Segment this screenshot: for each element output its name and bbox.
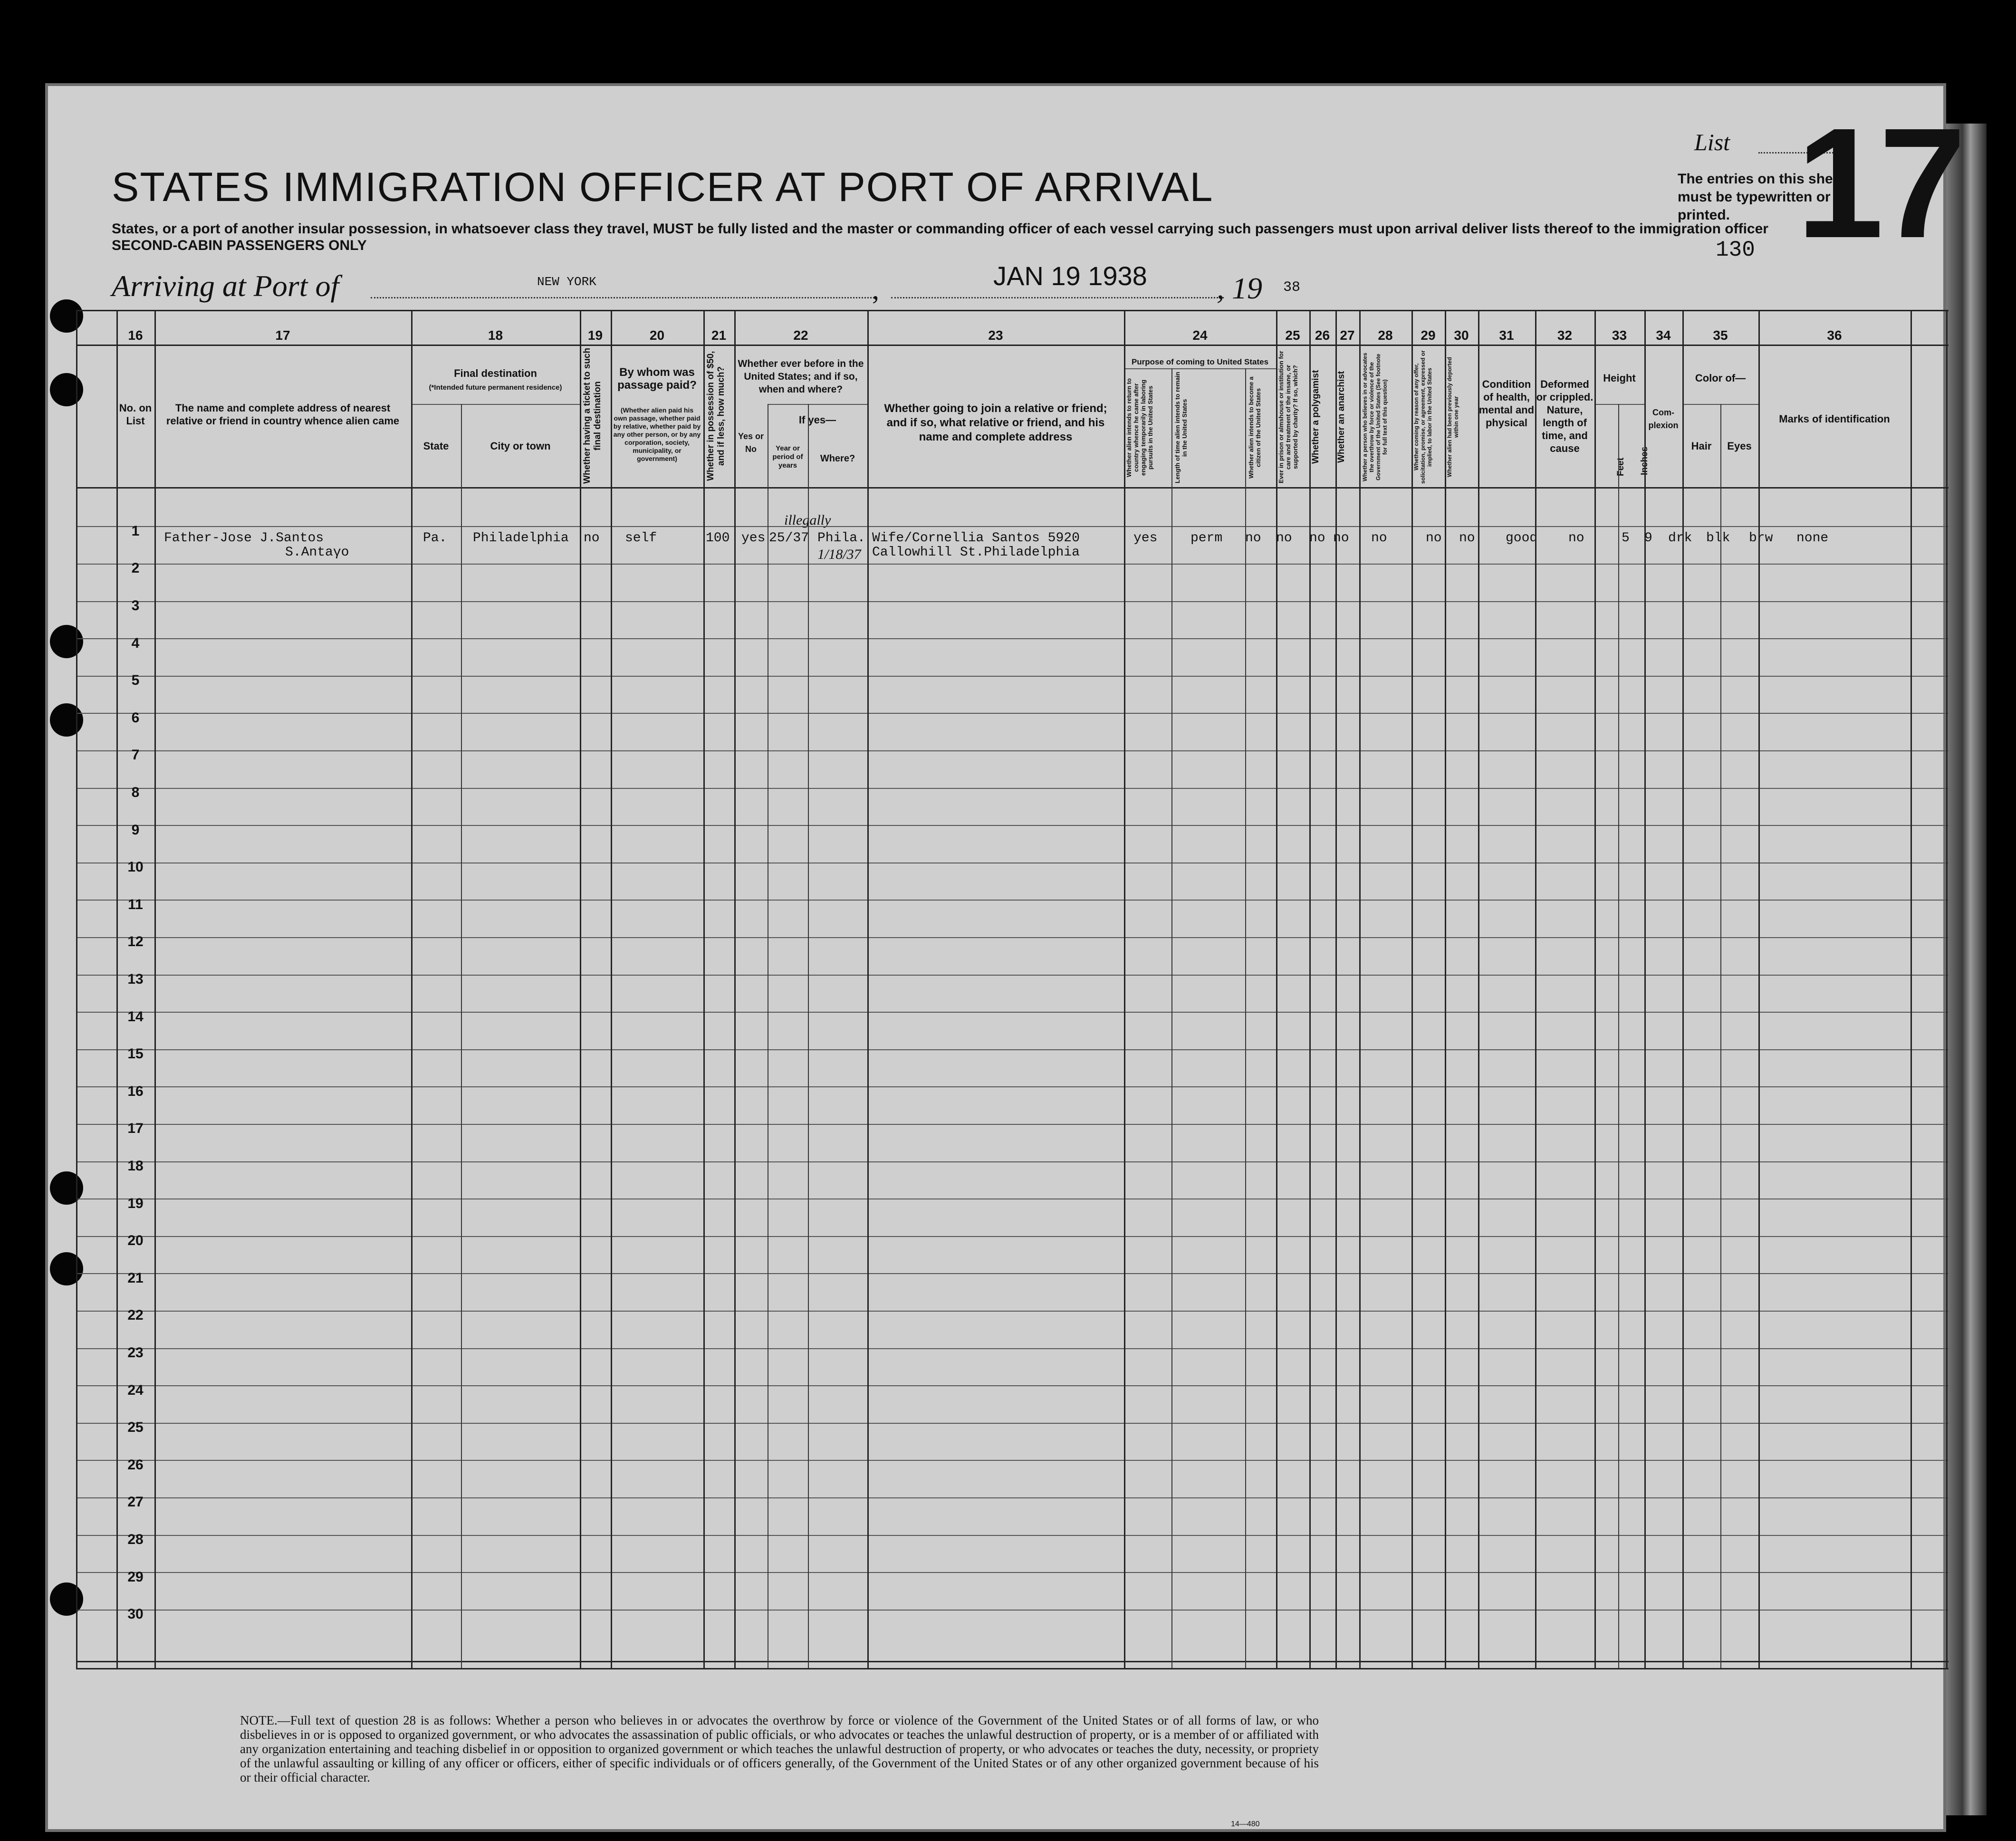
column-rule: [1535, 310, 1536, 1668]
row-rule: [76, 788, 1949, 789]
row-rule: [76, 1610, 1949, 1611]
column-rule: [461, 404, 462, 1668]
row-rule: [76, 1236, 1949, 1237]
row-rule: [76, 713, 1949, 714]
list-label: List: [1694, 129, 1730, 155]
column-rule: [611, 310, 612, 1668]
row-number: 14: [127, 1008, 144, 1025]
cell-polygamist: no: [1309, 531, 1325, 546]
row-number: 26: [127, 1457, 144, 1473]
column-rule: [411, 310, 413, 1668]
cell-ticket: no: [584, 531, 600, 546]
cell-paid-by: self: [625, 531, 657, 546]
colnum: 27: [1340, 328, 1355, 343]
hdr-ticket: Whether having a ticket to such final destination: [582, 347, 603, 484]
row-number: 13: [127, 971, 144, 987]
hdr-inches: Inches: [1640, 446, 1650, 476]
colnum: 32: [1557, 328, 1573, 343]
sub-rule: [1124, 368, 1276, 369]
row-rule: [76, 1460, 1949, 1461]
colnum: 29: [1421, 328, 1436, 343]
row-number: 29: [127, 1569, 144, 1585]
rule: [76, 310, 1949, 311]
comma: ,: [872, 274, 879, 305]
column-rule: [1171, 368, 1172, 1668]
rule: [76, 345, 1949, 346]
column-rule: [867, 310, 869, 1668]
colnum: 24: [1192, 328, 1208, 343]
cell-inches: 9: [1644, 531, 1652, 546]
hdr-length-stay: Length of time alien intends to remain in the United States: [1174, 372, 1188, 484]
colnum: 36: [1827, 328, 1842, 343]
colnum: 31: [1499, 328, 1514, 343]
date-stamp: JAN 19 1938: [993, 261, 1147, 291]
hdr-city: City or town: [490, 440, 551, 452]
sub-rule: [411, 404, 580, 405]
rule: [76, 1668, 1949, 1669]
colnum: 30: [1454, 328, 1469, 343]
row-number: 30: [127, 1606, 144, 1622]
colnum: 35: [1713, 328, 1728, 343]
cell-anarchist: no: [1333, 531, 1349, 546]
row-number: 12: [127, 934, 144, 950]
row-rule: [76, 825, 1949, 826]
row-rule: [76, 1273, 1949, 1274]
hdr-final-destination: Final destination: [454, 367, 537, 379]
colnum: 16: [128, 328, 143, 343]
row-number: 3: [131, 597, 140, 614]
colnum: 19: [587, 328, 603, 343]
column-rule: [1359, 310, 1361, 1668]
colnum: 28: [1378, 328, 1393, 343]
cell-money: 100: [706, 531, 730, 546]
row-rule: [76, 638, 1949, 639]
colnum: 20: [649, 328, 665, 343]
column-rule: [703, 310, 705, 1668]
column-rule: [1910, 310, 1912, 1668]
row-rule: [76, 937, 1949, 938]
row-number: 18: [127, 1158, 144, 1174]
cell-eyes: brw: [1749, 531, 1773, 546]
colnum: 22: [793, 328, 808, 343]
row-number: 25: [127, 1419, 144, 1436]
hdr-state: State: [423, 440, 449, 452]
column-rule: [1309, 310, 1311, 1668]
column-rule: [1618, 404, 1619, 1668]
row-number: 21: [127, 1270, 144, 1286]
row-number: 4: [131, 635, 140, 651]
hdr-possession: Whether in possession of $50, and if less, how much?: [706, 351, 726, 481]
row-rule: [76, 1086, 1949, 1087]
handwritten-note: illegally: [784, 512, 831, 528]
row-number: 20: [127, 1233, 144, 1249]
row-number: 15: [127, 1046, 144, 1062]
column-rule: [1445, 310, 1446, 1668]
row-number: 22: [127, 1307, 144, 1323]
colnum: 18: [488, 328, 503, 343]
row-number: 1: [131, 523, 140, 539]
hdr-joining: Whether going to join a relative or friend; and if so, what relative or friend, and his name and complete address: [884, 402, 1107, 443]
column-rule: [1335, 310, 1337, 1668]
row-rule: [76, 1311, 1949, 1312]
column-rule: [580, 310, 581, 1668]
hdr-color-of: Color of—: [1695, 372, 1746, 384]
cell-where: Phila.: [817, 531, 865, 546]
sub-rule: [1594, 404, 1644, 405]
cell-city: Philadelphia: [473, 531, 569, 546]
class-line: SECOND-CABIN PASSENGERS ONLY: [112, 238, 367, 253]
colnum: 23: [988, 328, 1003, 343]
hdr-deformed: Deformed or crippled. Nature, length of time, and cause: [1536, 378, 1594, 454]
cell-q28: no: [1371, 531, 1387, 546]
row-number: 11: [128, 896, 143, 912]
hdr-year-period: Year or period of years: [772, 444, 803, 470]
row-number: 9: [131, 822, 140, 838]
hdr-final-destination-note: (*Intended future permanent residence): [429, 384, 562, 392]
hdr-no-on-list: No. on List: [119, 402, 152, 427]
row-number: 17: [127, 1121, 144, 1137]
row-number: 19: [127, 1195, 144, 1211]
row-rule: [76, 1161, 1949, 1162]
row-rule: [76, 1535, 1949, 1536]
serial-number: 130: [1716, 238, 1755, 262]
cell-complexion: drk: [1668, 531, 1692, 546]
sub-rule: [768, 404, 867, 405]
hdr-polygamist: Whether a polygamist: [1311, 370, 1321, 464]
row-number: 23: [127, 1344, 144, 1361]
cell-purpose-return: yes: [1133, 531, 1158, 546]
hdr-q30: Whether alien had been previously deported within one year: [1446, 357, 1459, 477]
rule: [76, 1661, 1949, 1662]
row-rule: [76, 1572, 1949, 1573]
hdr-feet: Feet: [1616, 457, 1626, 477]
cell-relative-line2: S.Antaγo: [285, 545, 349, 560]
year-label: , 19: [1217, 271, 1262, 305]
column-rule: [1946, 310, 1948, 1668]
row-number: 10: [127, 859, 144, 875]
hdr-marks: Marks of identification: [1779, 413, 1890, 425]
column-rule: [1245, 368, 1246, 1668]
cell-relative-line1: Father-Jose J.Santos: [164, 531, 324, 546]
cell-q30: no: [1459, 531, 1475, 546]
row-rule: [76, 1012, 1949, 1013]
cell-length-stay: perm: [1190, 531, 1223, 546]
cell-joining-line2: Callowhill St.Philadelphia: [872, 545, 1080, 560]
cell-q29: no: [1426, 531, 1442, 546]
row-number: 27: [127, 1494, 144, 1510]
row-rule: [76, 1423, 1949, 1424]
column-rule: [1276, 310, 1277, 1668]
hdr-complexion: Com-plexion: [1648, 408, 1679, 430]
colnum: 33: [1612, 328, 1627, 343]
column-rule: [734, 310, 736, 1668]
column-rule: [1478, 310, 1479, 1668]
cell-before-us: yes: [741, 531, 766, 546]
hdr-before-in-us: Whether ever before in the United States; and if so, when and where?: [738, 358, 864, 395]
cell-state: Pa.: [423, 531, 447, 546]
cell-feet: 5: [1622, 531, 1630, 546]
cell-prison: no: [1276, 531, 1292, 546]
column-rule: [1758, 310, 1760, 1668]
colnum: 25: [1285, 328, 1300, 343]
hdr-hair: Hair: [1691, 440, 1712, 452]
column-rule: [1124, 310, 1125, 1668]
hdr-anarchist: Whether an anarchist: [1336, 371, 1346, 463]
row-number: 2: [131, 560, 140, 576]
hdr-eyes: Eyes: [1727, 440, 1752, 452]
row-rule: [76, 750, 1949, 751]
column-rule: [116, 310, 118, 1668]
colnum: 17: [275, 328, 290, 343]
cell-period: 25/37: [769, 531, 809, 546]
hdr-yes-or-no: Yes or No: [738, 431, 764, 454]
entries-note: The entries on this sheet must be typewritten or printed.: [1678, 171, 1846, 223]
column-rule: [76, 310, 77, 1668]
rule: [76, 487, 1949, 489]
page-title: STATES IMMIGRATION OFFICER AT PORT OF ARRIVAL: [112, 164, 1214, 210]
port-value: NEW YORK: [537, 275, 596, 289]
hdr-by-whom-note: (Whether alien paid his own passage, whether paid by relative, whether paid by any other person, or by any corporation, society, municipality, or government): [613, 406, 701, 462]
row-number: 24: [127, 1382, 144, 1398]
form-number: 14—480: [1231, 1820, 1260, 1828]
row-rule: [76, 1124, 1949, 1125]
footnote: NOTE.—Full text of question 28 is as follows: Whether a person who believes in or advocates the overthrow by force or violence of the Government of the United States or of all forms of law, or who disbelieves in or is opposed to organized government, or who advocates the assassination of public officials, or who advocates or teaches the unlawful destruction of property, or is a member of or affiliated with any organization entertaining and teaching disbelief in or opposition to organized government or which teaches the unlawful destruction of property, or who advocates or teaches the duty, necessity, or propriety of the unlawful assaulting or killing of any officer or officers, either of specific individuals or of officers generally, of the Government of the United States or of any other organized government because of his or their official character.: [240, 1713, 1319, 1784]
hdr-purpose: Purpose of coming to United States: [1131, 357, 1269, 366]
row-rule: [76, 1497, 1949, 1498]
column-rule: [1411, 310, 1413, 1668]
page-subtitle: States, or a port of another insular possession, in whatsoever class they travel, MUST be fully listed and the master or commanding officer of each vessel carrying such passengers must upon arrival deliver lists thereof to the immigration officer: [112, 221, 1768, 237]
cell-deformed: no: [1568, 531, 1584, 546]
column-rule: [1644, 310, 1646, 1668]
colnum: 34: [1656, 328, 1671, 343]
row-number: 7: [131, 747, 140, 763]
row-rule: [76, 601, 1949, 602]
hdr-where: Where?: [820, 453, 855, 464]
row-number: 16: [127, 1083, 144, 1099]
row-rule: [76, 1049, 1949, 1050]
row-rule: [76, 564, 1949, 565]
row-number: 8: [131, 784, 140, 800]
column-rule: [1720, 404, 1721, 1668]
colnum: 26: [1315, 328, 1330, 343]
sheet-number: 17: [1796, 95, 1962, 270]
hdr-q28: Whether a person who believes in or advocates the overthrow by force or violence of the Government of the United States (See footnote for full text of this question): [1362, 353, 1388, 481]
row-rule: [76, 975, 1949, 976]
column-rule: [1682, 310, 1684, 1668]
row-number: 6: [131, 710, 140, 726]
hdr-nearest-relative: The name and complete address of nearest relative or friend in country whence alien came: [166, 402, 400, 427]
row-number: 5: [131, 672, 140, 689]
cell-health: good: [1506, 531, 1538, 546]
year-value: 38: [1283, 279, 1301, 296]
hdr-prison: Ever in prison or almshouse or institution for care and treatment of the insane, or supported by charity? If so, which?: [1277, 351, 1299, 483]
cell-marks: none: [1796, 531, 1829, 546]
row-rule: [76, 1348, 1949, 1349]
row-rule: [76, 1385, 1949, 1386]
row-rule: [76, 900, 1949, 901]
hdr-by-whom: By whom was passage paid?: [617, 366, 697, 392]
arriving-label: Arriving at Port of: [112, 269, 339, 303]
hdr-if-yes: If yes—: [798, 414, 836, 426]
column-rule: [154, 310, 156, 1668]
colnum: 21: [711, 328, 727, 343]
row-number: 28: [127, 1531, 144, 1547]
cell-citizen: no: [1245, 531, 1261, 546]
row-rule: [76, 676, 1949, 677]
hdr-purpose-return: Whether alien intends to return to country whence he came after engaging temporarily in laboring pursuits in the United States: [1125, 378, 1154, 478]
hdr-citizen: Whether alien intends to become a citizen of the United States: [1248, 376, 1262, 479]
hdr-height: Height: [1603, 372, 1636, 384]
cell-joining-line1: Wife/Cornellia Santos 5920: [872, 531, 1080, 546]
hdr-q29: Whether coming by reason of any offer, solicitation, promise, or agreement, expressed or implied, to labor in the United States: [1413, 350, 1433, 484]
row-rule: [76, 526, 1949, 527]
column-rule: [808, 404, 809, 1668]
column-rule: [1594, 310, 1596, 1668]
handwritten-date: 1/18/37: [817, 547, 861, 562]
hdr-health: Condition of health, mental and physical: [1478, 378, 1535, 429]
cell-hair: blk: [1706, 531, 1730, 546]
